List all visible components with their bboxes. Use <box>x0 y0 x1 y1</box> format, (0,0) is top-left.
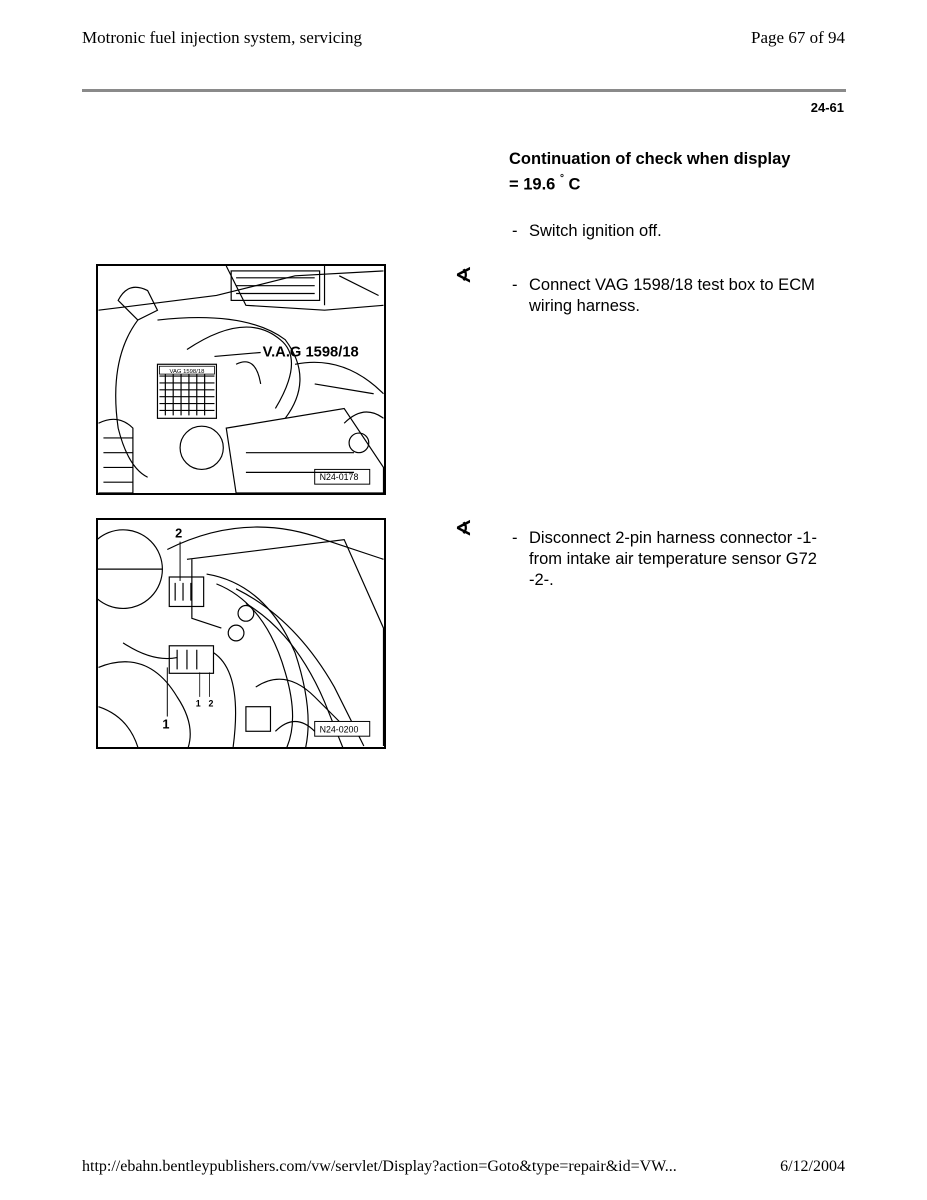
page-code: 24-61 <box>810 100 844 115</box>
section-heading <box>509 149 839 196</box>
pin-2-label: 2 <box>208 698 214 709</box>
figure-disconnect-connector <box>96 518 386 749</box>
step-text: Disconnect 2-pin harness connector -1- from intake air temperature sensor G72 -2-. <box>529 529 817 589</box>
pin-1-label: 1 <box>195 698 201 709</box>
figure-pointer-1-icon: ∢ <box>455 265 472 287</box>
step-dash: - <box>512 529 518 547</box>
header-rule <box>82 89 846 92</box>
page-number: Page 67 of 94 <box>751 28 845 47</box>
engine-bay-illustration-1 <box>98 266 384 493</box>
figure-2-callout-2: 2 <box>175 525 183 541</box>
document-title: Motronic fuel injection system, servicing <box>82 28 362 47</box>
step-disconnect-connector <box>512 528 839 591</box>
step-connect-test-box <box>512 275 839 317</box>
step-dash: - <box>512 222 518 240</box>
footer-url: http://ebahn.bentleypublishers.com/vw/servlet/Display?action=Goto&type=repair&id=VW... <box>82 1158 677 1175</box>
figure-test-box-connection <box>96 264 386 495</box>
figure-2-callout-1: 1 <box>162 716 170 732</box>
step-switch-ignition-off <box>512 221 839 242</box>
heading-line-2-prefix: = 19.6 <box>509 175 556 194</box>
heading-line-1: Continuation of check when display <box>509 150 791 168</box>
test-box-label: VAG 1598/18 <box>169 369 205 376</box>
figure-2-id: N24-0200 <box>319 724 359 735</box>
engine-bay-illustration-2 <box>98 520 384 747</box>
degree-symbol: ° <box>559 173 564 184</box>
footer-date: 6/12/2004 <box>780 1158 845 1175</box>
heading-unit: C <box>568 175 581 194</box>
figure-1-callout: V.A.G 1598/18 <box>262 344 359 361</box>
figure-pointer-2-icon: ∢ <box>455 518 472 540</box>
step-text: Switch ignition off. <box>529 222 662 240</box>
figure-1-id: N24-0178 <box>319 472 359 483</box>
step-dash: - <box>512 276 518 294</box>
step-text: Connect VAG 1598/18 test box to ECM wiring harness. <box>529 276 815 315</box>
